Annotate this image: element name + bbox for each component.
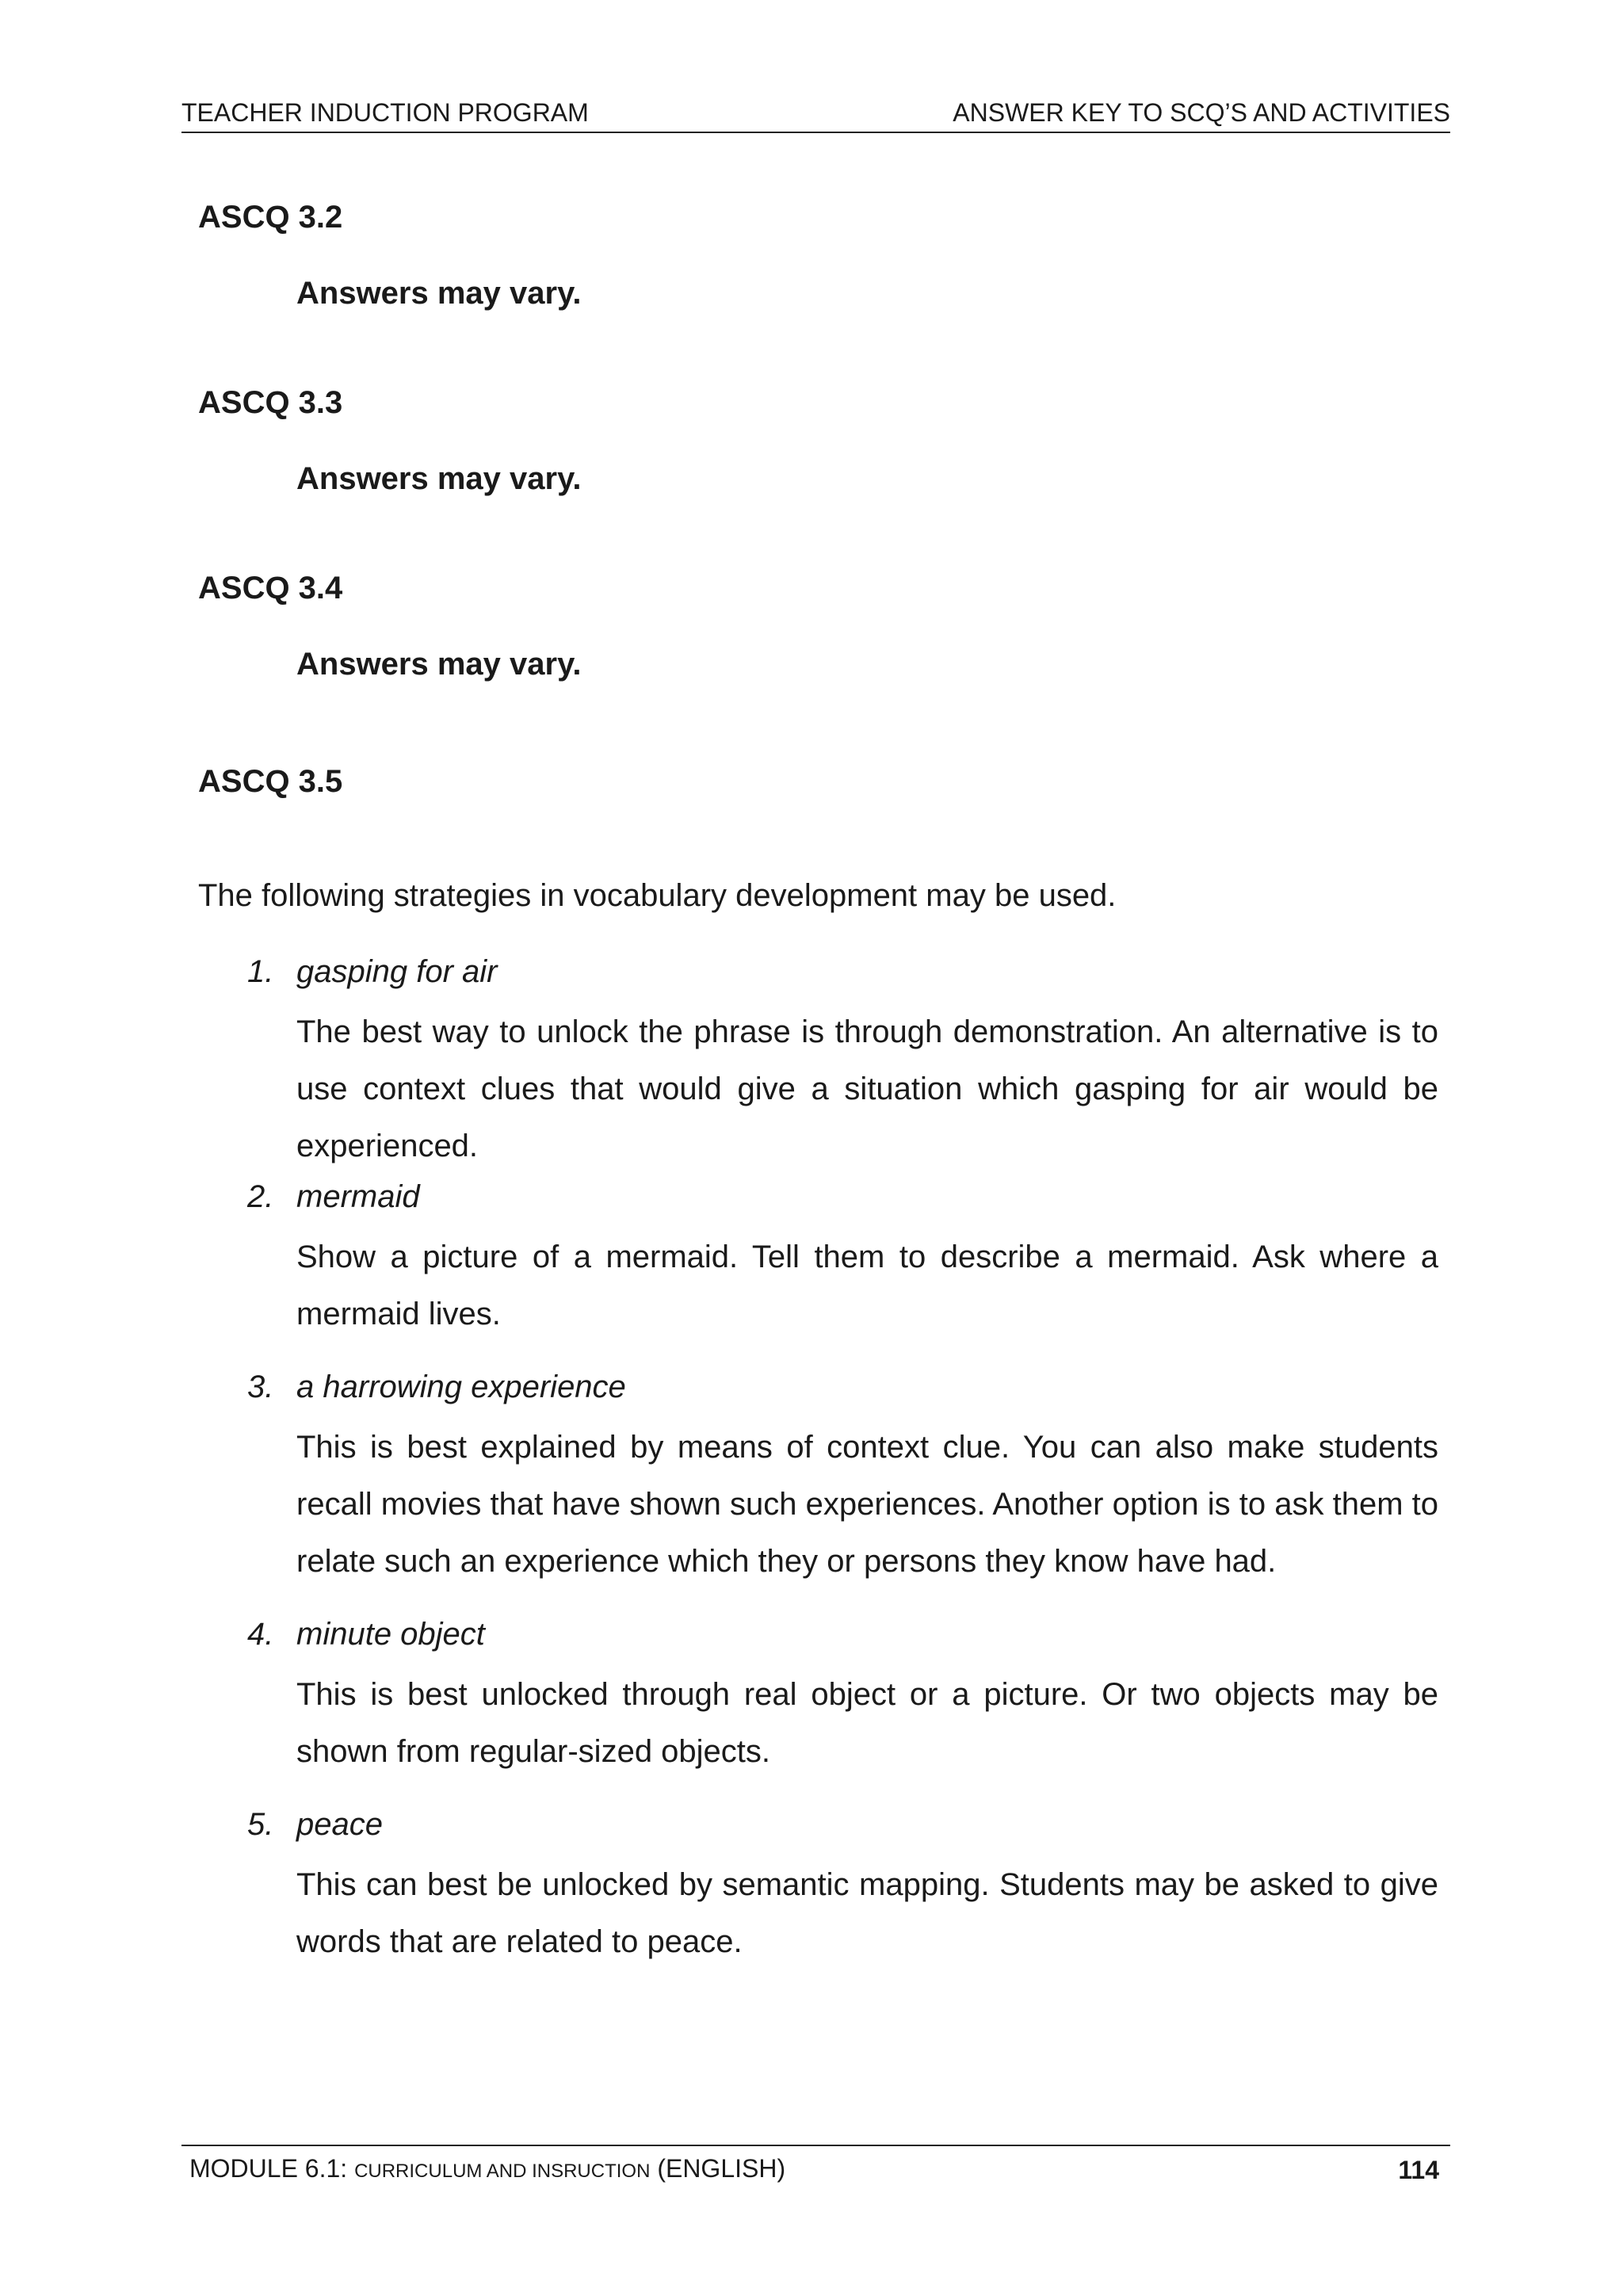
section-title-ascq-3-3: ASCQ 3.3	[198, 385, 343, 420]
footer-module: MODULE 6.1:	[189, 2154, 348, 2183]
list-item-term: gasping for air	[296, 954, 498, 989]
list-item-number: 1.	[247, 954, 274, 989]
section-title-ascq-3-2: ASCQ 3.2	[198, 200, 343, 235]
list-item-description: This is best explained by means of context clue. You can also make students recall movies that have shown such experiences. Another option is to ask them to relate such an experience which they or persons they know have had.	[296, 1430, 1438, 1579]
list-item	[247, 1365, 1438, 1590]
list-item-description: This is best unlocked through real object or a picture. Or two objects may be shown from regular-sized objects.	[296, 1677, 1438, 1769]
list-item-description: This can best be unlocked by semantic mapping. Students may be asked to give words that are related to peace.	[296, 1867, 1438, 1959]
list-item-number: 3.	[247, 1370, 274, 1404]
list-item-term: peace	[296, 1807, 383, 1842]
list-item-description: Show a picture of a mermaid. Tell them to describe a mermaid. Ask where a mermaid lives.	[296, 1240, 1438, 1331]
footer-module-info	[181, 2151, 785, 2189]
section-answer-ascq-3-2: Answers may vary.	[296, 276, 582, 311]
page-header	[181, 97, 1450, 133]
list-item-description: The best way to unlock the phrase is through demonstration. An alternative is to use context clues that would give a situation which gasping for air would be experienced.	[296, 1014, 1438, 1163]
footer-course: CURRICULUM AND INSRUCTION	[354, 2160, 651, 2182]
list-item	[247, 1802, 1438, 1970]
section-answer-ascq-3-4: Answers may vary.	[296, 647, 582, 682]
strategies-list	[198, 949, 1438, 1970]
list-item-term: a harrowing experience	[296, 1370, 626, 1404]
footer-subject: (ENGLISH)	[657, 2154, 786, 2183]
list-item-term: minute object	[296, 1617, 485, 1652]
list-item-number: 2.	[247, 1179, 274, 1214]
list-item	[247, 1612, 1438, 1780]
list-item-number: 4.	[247, 1617, 274, 1652]
page-footer	[181, 2145, 1450, 2189]
page-content	[198, 195, 1438, 1970]
list-item	[247, 949, 1438, 1175]
section-title-ascq-3-5: ASCQ 3.5	[198, 764, 343, 799]
section-title-ascq-3-4: ASCQ 3.4	[198, 571, 343, 606]
page-number: 114	[1398, 2156, 1439, 2184]
header-section-title: ANSWER KEY TO SCQ’S AND ACTIVITIES	[953, 98, 1450, 127]
section-answer-ascq-3-3: Answers may vary.	[296, 461, 582, 496]
list-item	[247, 1175, 1438, 1343]
list-item-number: 5.	[247, 1807, 274, 1842]
list-item-term: mermaid	[296, 1179, 420, 1214]
header-program-title: TEACHER INDUCTION PROGRAM	[181, 98, 589, 127]
strategies-intro: The following strategies in vocabulary development may be used.	[198, 878, 1117, 913]
